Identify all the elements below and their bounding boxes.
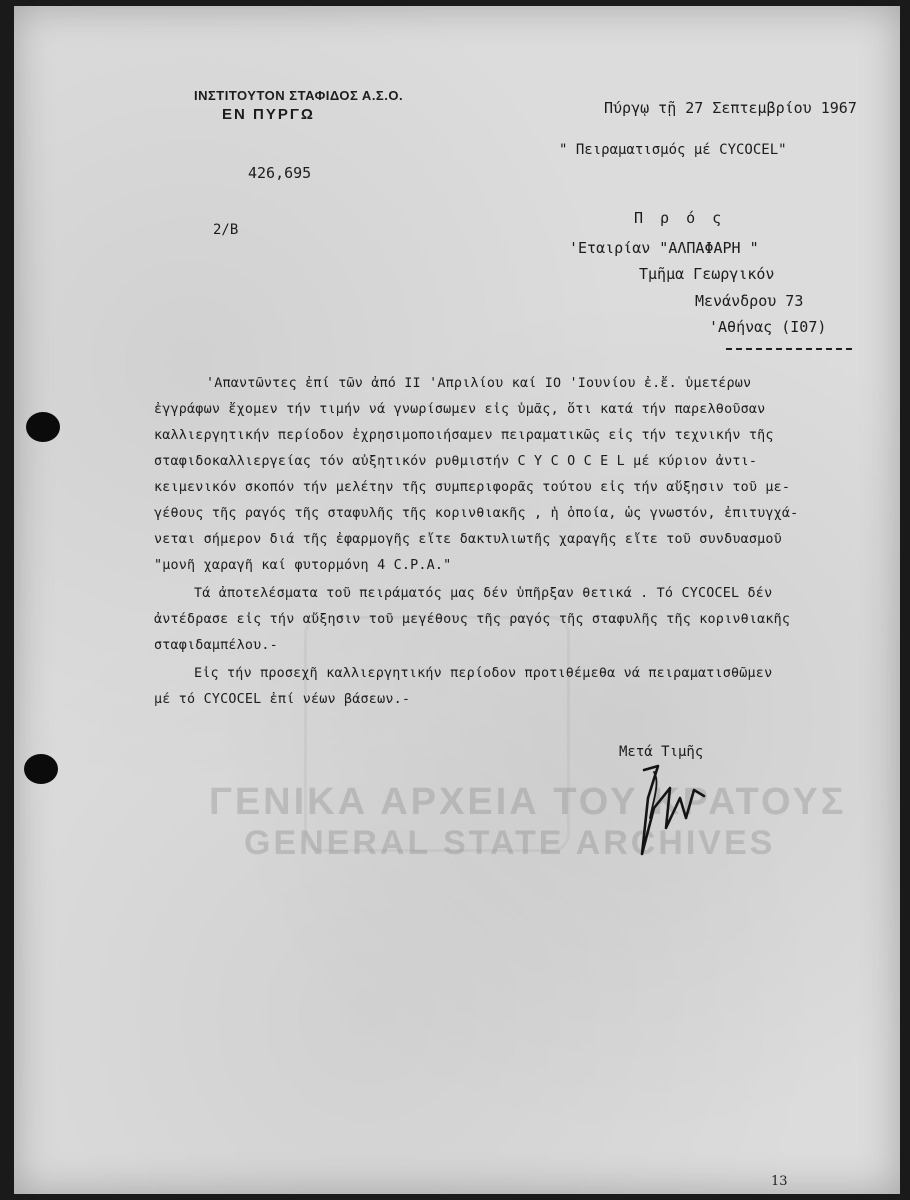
punch-hole-bottom xyxy=(24,754,58,784)
subject-line: " Πειραματισμός μέ CYCOCEL" xyxy=(559,142,787,158)
watermark-line-english: GENERAL STATE ARCHIVES xyxy=(244,824,776,862)
body-line: ἐγγράφων ἔχομεν τήν τιμήν νά γνωρίσωμεν εἰς ὑμᾶς, ὅτι κατά τήν παρελθοῦσαν xyxy=(154,402,766,417)
handwritten-signature xyxy=(614,758,724,878)
document-page xyxy=(14,6,900,1194)
body-line: γέθους τῆς ραγός τῆς σταφυλῆς τῆς κορινθιακῆς , ἡ ὁποία, ὡς γνωστόν, ἐπιτυγχά- xyxy=(154,506,799,521)
institution-name: ΙΝΣΤΙΤΟΥΤΟΝ ΣΤΑΦΙΔΟΣ Α.Σ.Ο. xyxy=(194,88,404,103)
body-line: νεται σήμερον διά τῆς ἐφαρμογῆς εἴτε δακτυλιωτῆς χαραγῆς εἴτε τοῦ συνδυασμοῦ xyxy=(154,532,782,547)
watermark-line-greek: ΓΕΝΙΚΑ ΑΡΧΕΙΑ ΤΟΥ ΚΡΑΤΟΥΣ xyxy=(209,781,847,823)
date-line: Πύργῳ τῇ 27 Σεπτεμβρίου 1967 xyxy=(604,99,857,117)
body-line: "μονῆ χαραγῆ καί φυτορμόνη 4 C.P.A." xyxy=(154,558,452,573)
page-number: 13 xyxy=(771,1174,788,1189)
closing-line: Μετά Τιμῆς xyxy=(619,744,704,760)
recipient-to-label: Π ρ ό ς xyxy=(634,209,726,227)
punch-hole-top xyxy=(26,412,60,442)
body-line: 'Απαντῶντες ἐπί τῶν ἀπό ΙΙ 'Απριλίου καί ΙΟ 'Ιουνίου ἐ.ἔ. ὑμετέρων xyxy=(206,376,752,391)
body-line: καλλιεργητικήν περίοδον ἐχρησιμοποιήσαμεν πειραματικῶς εἰς τήν τεχνικήν τῆς xyxy=(154,428,774,443)
reference-number: 426,695 xyxy=(248,164,312,182)
body-line: ἀντέδρασε εἰς τήν αὔξησιν τοῦ μεγέθους τῆς ραγός τῆς σταφυλῆς τῆς κορινθιακῆς xyxy=(154,612,791,627)
body-line: Τά ἀποτελέσματα τοῦ πειράματός μας δέν ὑπῆρξαν θετικά . Τό CYCOCEL δέν xyxy=(194,586,773,601)
address-underline xyxy=(726,348,852,350)
recipient-city: 'Αθήνας (Ι07) xyxy=(709,318,827,336)
recipient-street: Μενάνδρου 73 xyxy=(695,292,804,310)
reference-code: 2/Β xyxy=(213,222,239,238)
institution-location: ΕΝ ΠΥΡΓΩ xyxy=(222,106,315,123)
recipient-company: 'Εταιρίαν "ΑΛΠΑΦΑΡΗ " xyxy=(569,239,759,257)
body-line: κειμενικόν σκοπόν τήν μελέτην τῆς συμπεριφορᾶς τούτου εἰς τήν αὔξησιν τοῦ με- xyxy=(154,480,791,495)
body-line: μέ τό CYCOCEL ἐπί νέων βάσεων.- xyxy=(154,692,411,707)
recipient-department: Τμῆμα Γεωργικόν xyxy=(639,265,775,283)
body-line: σταφιδοκαλλιεργείας τόν αὐξητικόν ρυθμιστήν C Y C O C E L μέ κύριον ἀντι- xyxy=(154,454,758,469)
body-line: σταφιδαμπέλου.- xyxy=(154,638,278,653)
body-line: Εἰς τήν προσεχῆ καλλιεργητικήν περίοδον προτιθέμεθα νά πειραματισθῶμεν xyxy=(194,666,773,681)
